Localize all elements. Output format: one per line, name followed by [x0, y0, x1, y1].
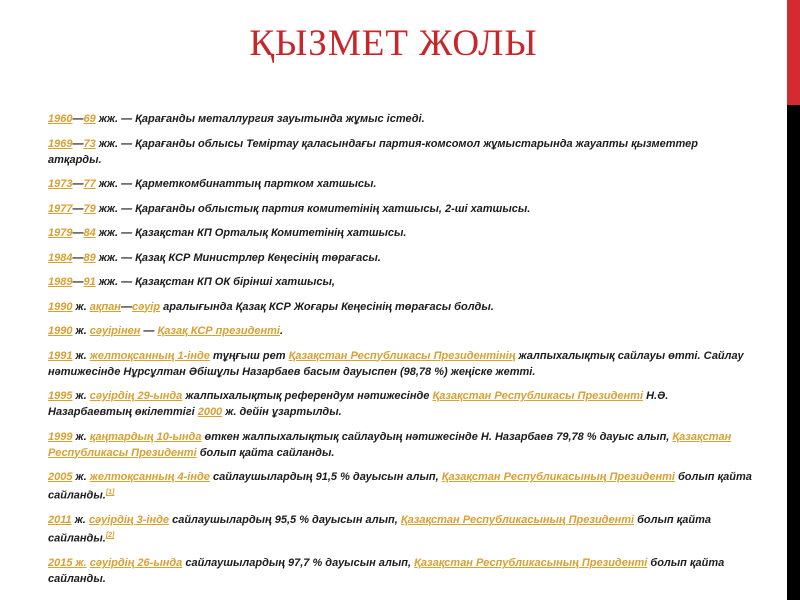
list-item: 1989—91 жж. — Қазақстан КП ОК бірінші хатшысы,	[48, 276, 335, 288]
year-link[interactable]: 2000	[197, 406, 223, 418]
year-link[interactable]: 1977	[48, 202, 73, 215]
list-item: 1999 ж. қаңтардың 10-ында өткен жалпыхалықтық сайлаудың нәтижесінде Н. Назарбаев 79,78 % дауыс алып, Қазақстан Республикасы Президенті болып қайта сайланды.	[48, 430, 732, 459]
year-link[interactable]: 1991	[48, 349, 73, 362]
year-link[interactable]: 77	[83, 178, 96, 190]
year-link[interactable]: 1984	[48, 251, 73, 264]
year-link[interactable]: 2015 ж.	[48, 557, 87, 570]
year-link[interactable]: 1960	[48, 113, 73, 125]
president-link[interactable]: Қазақстан Республикасы Президенті	[432, 390, 644, 402]
date-link[interactable]: сәуірінен	[89, 325, 141, 337]
footnote-link[interactable]: [1]	[105, 489, 115, 496]
year-link[interactable]: 1995	[48, 390, 73, 402]
list-item: 1977—79 жж. — Қарағанды облыстық партия комитетінің хатшысы, 2-ші хатшысы.	[48, 202, 531, 215]
year-link[interactable]: 2005	[48, 471, 73, 483]
year-link[interactable]: 89	[83, 251, 96, 264]
date-link[interactable]: желтоқсанның 4-інде	[89, 471, 210, 483]
president-link[interactable]: Қазақстан Республикасы Президенті	[48, 430, 732, 459]
list-item: 1969—73 жж. — Қарағанды облысы Теміртау қаласындағы партия-комсомол жұмыстарында жауапты қызметтер атқарды.	[48, 137, 699, 166]
footnote-link[interactable]: [2]	[105, 532, 115, 540]
year-link[interactable]: 1990	[48, 300, 73, 313]
list-item: 1979—84 жж. — Қазақстан КП Орталық Комитетінің хатшысы.	[48, 227, 407, 239]
month-link[interactable]: ақпан	[89, 300, 121, 313]
career-list	[48, 111, 753, 596]
list-item: 1990 ж. сәуірінен — Қазақ КСР президенті.	[48, 325, 284, 337]
list-item: 1991 ж. желтоқсанның 1-інде тұңғыш рет Қазақстан Республикасы Президентінің жалпыхалықтық сайлауы өтті. Сайлау нәтижесінде Нұрсұлтан Әбішұлы Назарбаев басым дауыспен (98,78 %) жеңіске жетті.	[48, 349, 744, 378]
year-link[interactable]: 1979	[48, 227, 73, 239]
date-link[interactable]: желтоқсанның 1-інде	[89, 349, 210, 362]
year-link[interactable]: 79	[83, 202, 96, 215]
year-link[interactable]: 69	[83, 113, 96, 125]
list-item: 2011 ж. сәуірдің 3-інде сайлаушылардың 95,5 % дауысын алып, Қазақстан Республикасының Президенті болып қайта сайланды.[2]	[48, 514, 711, 545]
list-item: 2015 ж. сәуірдің 26-ында сайлаушылардың 97,7 % дауысын алып, Қазақстан Республикасының Президенті болып қайта сайланды.	[48, 557, 725, 586]
year-link[interactable]: 73	[83, 137, 96, 150]
list-item: 1995 ж. сәуірдің 29-ында жалпыхалықтық референдум нәтижесінде Қазақстан Республикасы Президенті Н.Ә. Назарбаевтың өкілеттігі 2000 ж. дейін ұзартылды.	[48, 390, 669, 418]
date-link[interactable]: сәуірдің 29-ында	[89, 390, 183, 402]
president-link[interactable]: Қазақстан Республикасының Президенті	[400, 514, 635, 527]
president-link[interactable]: Қазақ КСР президенті	[157, 325, 280, 337]
slide-title: ҚЫЗМЕТ ЖОЛЫ	[249, 23, 538, 64]
year-link[interactable]: 2011	[48, 514, 72, 527]
year-link[interactable]: 1990	[48, 325, 73, 337]
accent-bar-red	[787, 0, 800, 105]
year-link[interactable]: 1973	[48, 178, 73, 190]
date-link[interactable]: қаңтардың 10-ында	[89, 430, 202, 443]
list-item: 2005 ж. желтоқсанның 4-інде сайлаушылардың 91,5 % дауысын алып, Қазақстан Республикасының Президенті болып қайта сайланды.[1]	[48, 471, 752, 502]
accent-bar-black	[787, 105, 800, 600]
president-link[interactable]: Қазақстан Республикасы Президентінің	[288, 349, 516, 362]
date-link[interactable]: сәуірдің 3-інде	[88, 514, 170, 527]
date-link[interactable]: сәуірдің 26-ында	[89, 557, 183, 570]
year-link[interactable]: 91	[83, 276, 96, 288]
month-link[interactable]: сәуір	[131, 300, 161, 313]
year-link[interactable]: 84	[83, 227, 96, 239]
president-link[interactable]: Қазақстан Республикасының Президенті	[441, 471, 675, 483]
year-link[interactable]: 1989	[48, 276, 73, 288]
list-item: 1973—77 жж. — Қарметкомбинаттың партком хатшысы.	[48, 178, 377, 190]
year-link[interactable]: 1999	[48, 430, 73, 443]
president-link[interactable]: Қазақстан Республикасының Президенті	[414, 557, 648, 570]
year-link[interactable]: 1969	[48, 137, 73, 150]
list-item: 1990 ж. ақпан—сәуір аралығында Қазақ КСР Жоғары Кеңесінің төрағасы болды.	[48, 300, 494, 313]
list-item: 1960—69 жж. — Қарағанды металлургия зауытында жұмыс істеді.	[48, 113, 425, 125]
list-item: 1984—89 жж. — Қазақ КСР Министрлер Кеңесінің төрағасы.	[48, 251, 381, 264]
